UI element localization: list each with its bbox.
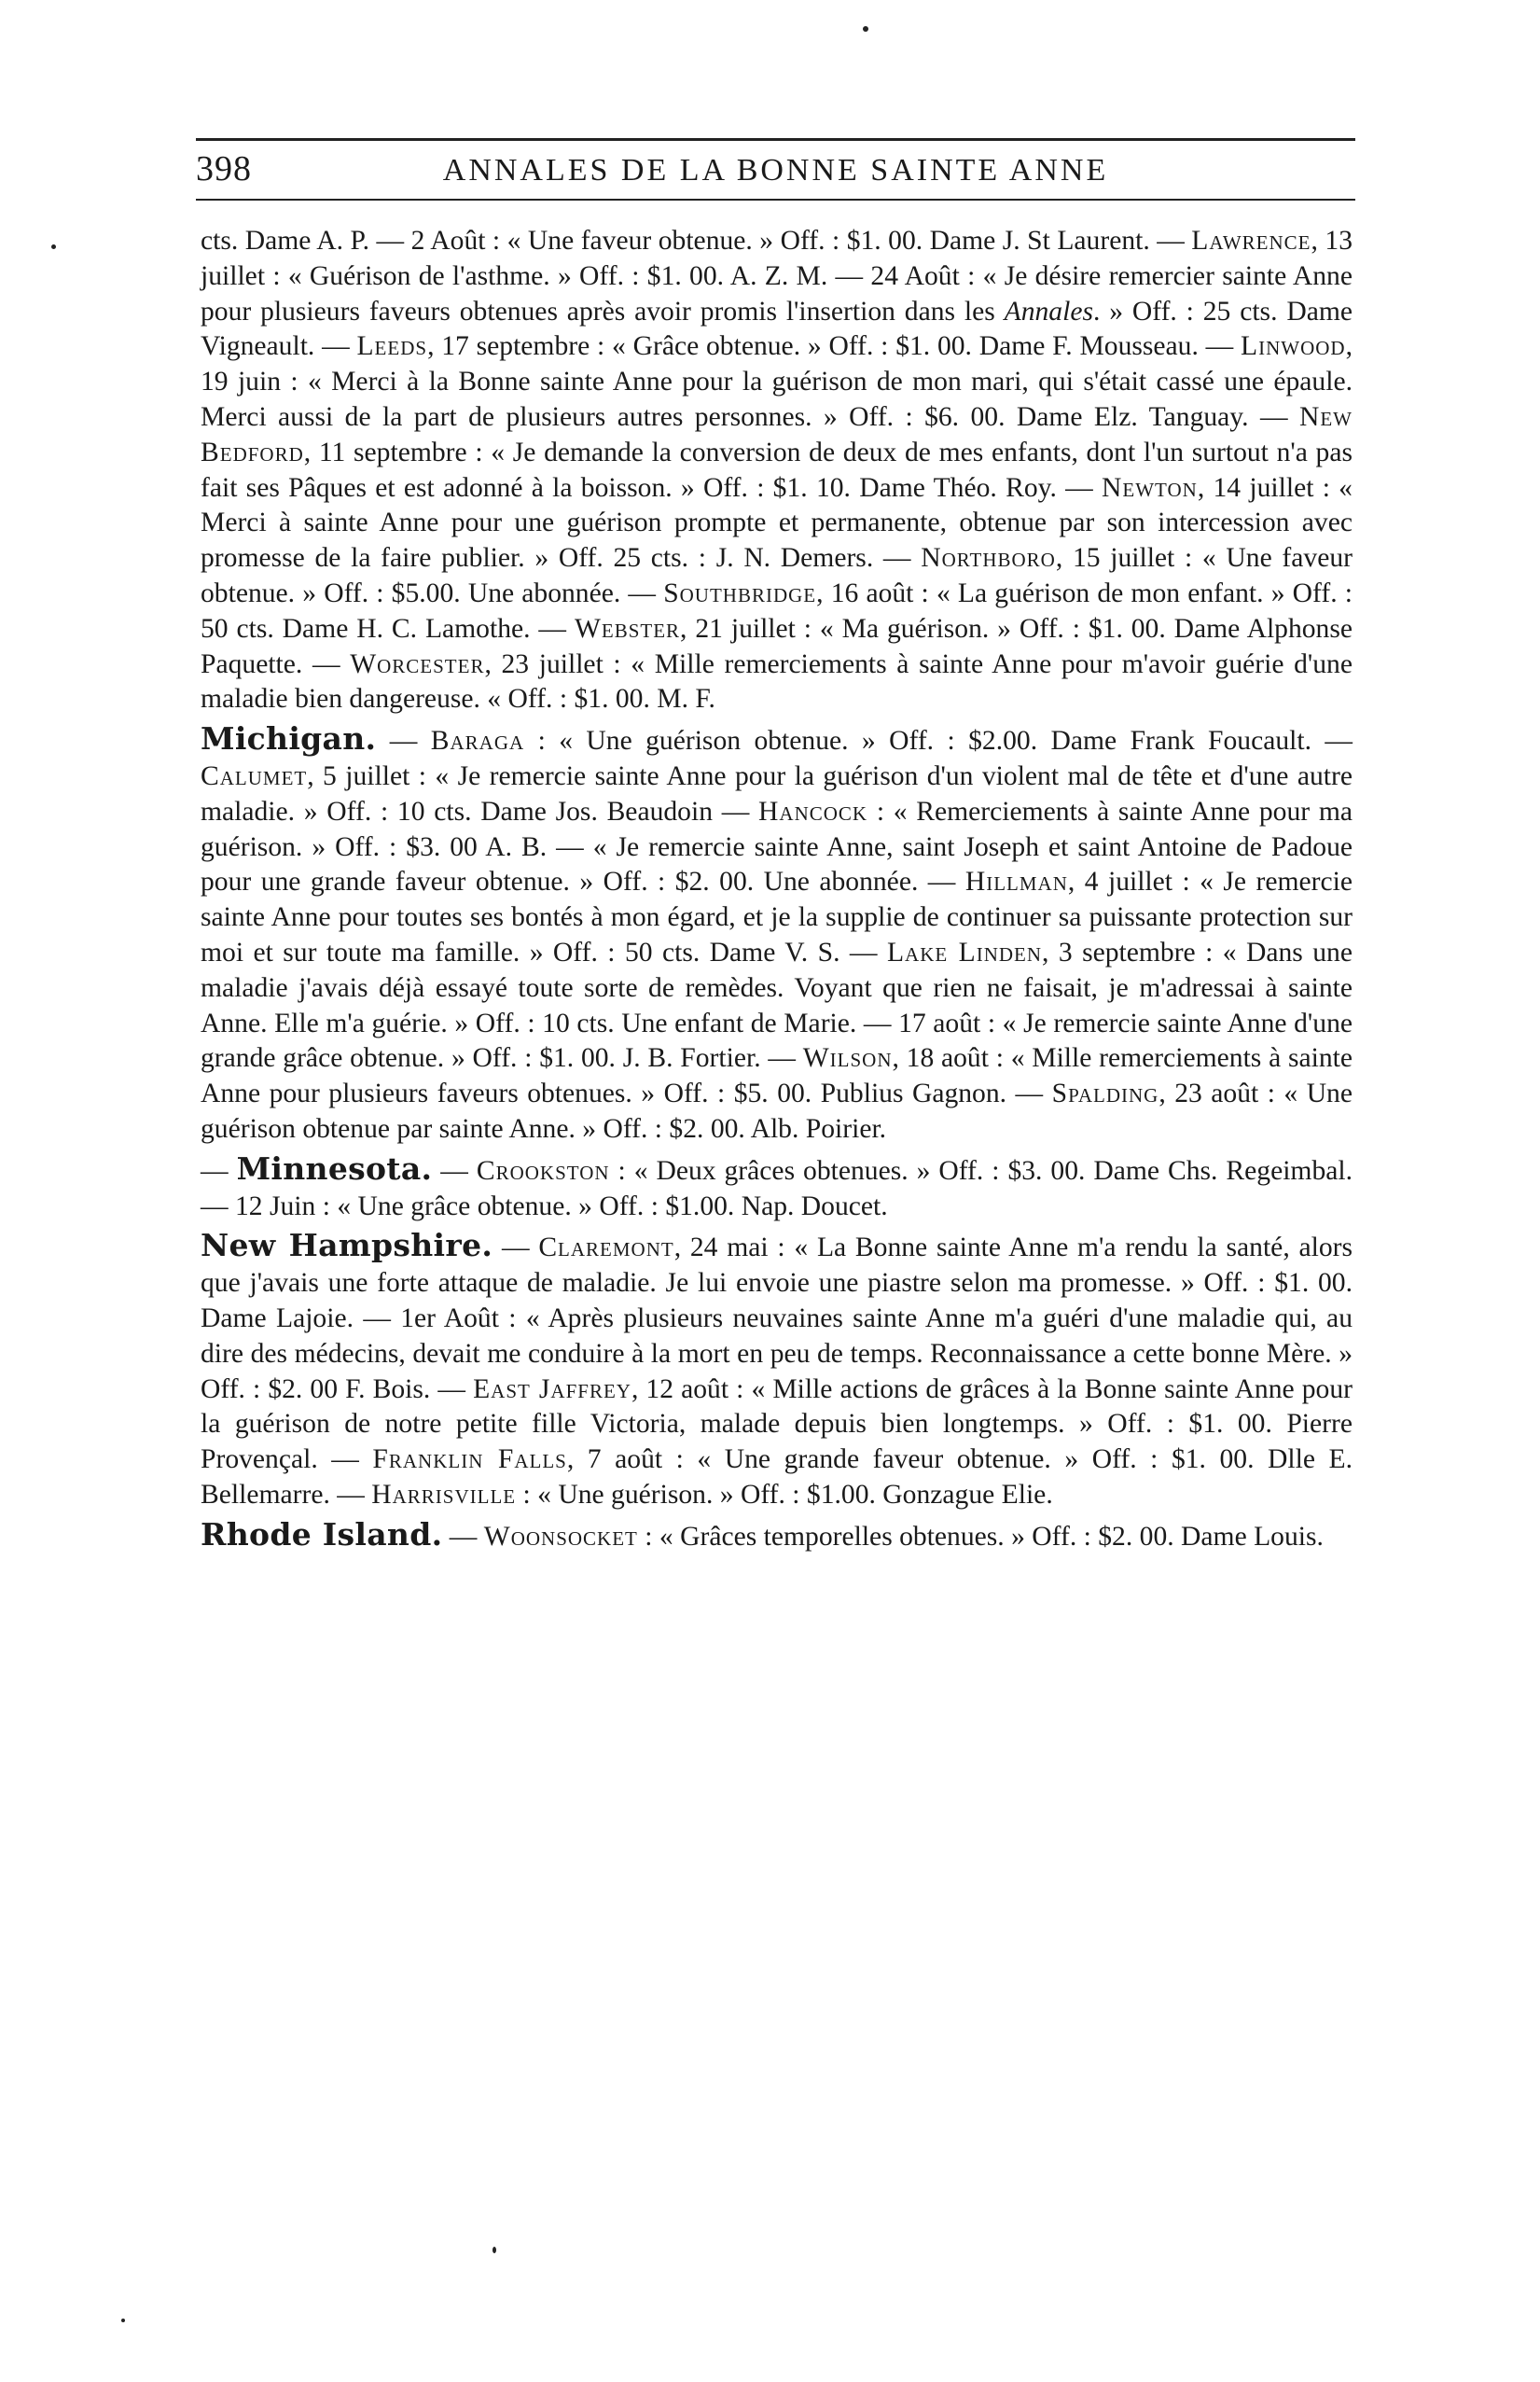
paragraph xyxy=(201,721,1353,1148)
text-run: , 7 août : « Une grande faveur obtenue. » Off. : $1. 00. Dlle E. Bellemarre. — xyxy=(201,1444,1353,1510)
paragraph xyxy=(201,1517,1353,1555)
place-name: Northboro xyxy=(921,543,1056,574)
place-name: Worcester xyxy=(350,648,485,679)
text-run: , 24 mai : « La Bonne sainte Anne m'a rendu la santé, alors que j'avais une forte attaque de maladie. Je lui envoie une piastre selon ma promesse. » Off. : $1. 00. Dame Lajoie. — 1er Août : « Après plusieurs neuvaines sainte Anne m'a guéri d'une maladie qui, au dire des médecins, devait me conduire à la mort en peu de temps. Reconnaissance a cette bonne Mère. » Off. : $2. 00 F. Bois. — xyxy=(201,1233,1353,1404)
text-run: : « Une guérison. » Off. : $1.00. Gonzague Elie. xyxy=(516,1479,1053,1510)
text-run: , 4 juillet : « Je remercie sainte Anne pour toutes ses bontés à mon égard, et je la supplie de continuer sa puissante protection sur moi et sur toute ma famille. » Off. : 50 cts. Dame V. S. — xyxy=(201,867,1353,968)
place-name: Franklin Falls xyxy=(372,1444,567,1475)
body-text xyxy=(201,224,1353,1554)
text-run: , 13 juillet : « Guérison de l'asthme. » Off. : $1. 00. A. Z. M. — 24 Août : « Je désire remercier sainte Anne pour plusieurs faveurs obtenues après avoir promis l'insertion dans les xyxy=(201,226,1353,327)
place-name: Lake Linden xyxy=(886,937,1043,968)
place-name: Southbridge xyxy=(663,578,817,608)
text-run: , 14 juillet : « Merci à sainte Anne pour une guérison prompte et permanente, obtenue par son intercession avec promesse de la faire publier. » Off. 25 cts. : J. N. Demers. — xyxy=(201,472,1353,574)
text-run: : « Deux grâces obtenues. » Off. : $3. 00. Dame Chs. Regeimbal. — 12 Juin : « Une grâce obtenue. » Off. : $1.00. Nap. Doucet. xyxy=(201,1155,1353,1221)
text-run: , 21 juillet : « Ma guérison. » Off. : $1. 00. Dame Alphonse Paquette. — xyxy=(201,613,1353,679)
text-run: , 18 août : « Mille remerciements à sainte Anne pour plusieurs faveurs obtenues. » Off. : $5. 00. Publius Gagnon. — xyxy=(201,1043,1353,1109)
text-run: — xyxy=(432,1155,477,1186)
place-name: Linwood xyxy=(1241,331,1346,362)
state-heading: New Hampshire. xyxy=(201,1227,493,1264)
paragraph xyxy=(201,1151,1353,1225)
place-name: Leeds xyxy=(356,331,428,362)
text-run: , 23 juillet : « Mille remerciements à sainte Anne pour m'avoir guérie d'une maladie bien dangereuse. « Off. : $1. 00. M. F. xyxy=(201,648,1353,715)
italic-title: Annales xyxy=(1004,296,1093,327)
text-run: : « Remerciements à sainte Anne pour ma guérison. » Off. : $3. 00 A. B. — « Je remercie sainte Anne, saint Joseph et saint Antoine de Padoue pour une grande faveur obtenue. » Off. : $2. 00. Une abonnée. — xyxy=(201,796,1353,898)
text-run: , 5 juillet : « Je remercie sainte Anne pour la guérison d'un violent mal de tête et d'une autre maladie. » Off. : 10 cts. Dame Jos. Beaudoin — xyxy=(201,760,1353,827)
place-name: Hillman xyxy=(964,867,1068,898)
place-name: New Bedford xyxy=(201,401,1353,467)
page-number: 398 xyxy=(196,149,252,188)
text-run: , 17 septembre : « Grâce obtenue. » Off. : $1. 00. Dame F. Mousseau. — xyxy=(427,331,1242,362)
page-header xyxy=(196,138,1355,201)
place-name: Crookston xyxy=(476,1155,610,1186)
text-run: — xyxy=(376,726,431,757)
place-name: Webster xyxy=(574,613,681,644)
text-run: , 16 août : « La guérison de mon enfant. » Off. : 50 cts. Dame H. C. Lamothe. — xyxy=(201,578,1353,644)
paragraph xyxy=(201,1228,1353,1512)
state-heading: Michigan. xyxy=(201,720,377,758)
running-title: ANNALES DE LA BONNE SAINTE ANNE xyxy=(442,153,1109,188)
place-name: Baraga xyxy=(430,726,525,757)
ink-speck xyxy=(863,26,868,32)
place-name: Lawrence xyxy=(1191,226,1311,256)
ink-speck xyxy=(493,2247,496,2253)
state-heading: Rhode Island. xyxy=(201,1515,443,1553)
text-run: — xyxy=(493,1233,539,1263)
text-run: , 12 août : « Mille actions de grâces à la Bonne sainte Anne pour la guérison de notre petite fille Victoria, malade depuis bien longtemps. » Off. : $1. 00. Pierre Provençal. — xyxy=(201,1373,1353,1475)
place-name: Wilson xyxy=(802,1043,893,1074)
place-name: Newton xyxy=(1102,472,1198,503)
text-run: cts. Dame A. P. — 2 Août : « Une faveur obtenue. » Off. : $1. 00. Dame J. St Laurent. — xyxy=(201,226,1192,256)
text-run: : « Grâces temporelles obtenues. » Off. : $2. 00. Dame Louis. xyxy=(637,1521,1324,1552)
place-name: Harrisville xyxy=(371,1479,517,1510)
ink-speck xyxy=(121,2319,125,2322)
place-name: Woonsocket xyxy=(483,1521,638,1552)
place-name: East Jaffrey xyxy=(473,1373,631,1404)
text-run: , 11 septembre : « Je demande la conversion de deux de mes enfants, dont l'un surtout n'a pas fait ses Pâques et est adonné à la boisson. » Off. : $1. 10. Dame Théo. Roy. — xyxy=(201,437,1353,503)
text-run: , 23 août : « Une guérison obtenue par sainte Anne. » Off. : $2. 00. Alb. Poirier. xyxy=(201,1079,1353,1144)
text-run: , 19 juin : « Merci à la Bonne sainte Anne pour la guérison de mon mari, qui s'était cassé une épaule. Merci aussi de la part de plusieurs autres personnes. » Off. : $6. 00. Dame Elz. Tanguay. — xyxy=(201,331,1353,432)
text-run: . » Off. : 25 cts. Dame Vigneault. — xyxy=(201,296,1353,362)
state-heading: Minnesota. xyxy=(236,1149,433,1187)
text-run: , 3 septembre : « Dans une maladie j'avais déjà essayé toute sorte de remèdes. Voyant que rien ne faisait, je m'adressai à sainte Anne. Elle m'a guérie. » Off. : 10 cts. Une enfant de Marie. — 17 août : « Je remercie sainte Anne d'une grande grâce obtenue. » Off. : $1. 00. J. B. Fortier. — xyxy=(201,937,1353,1074)
text-run: — xyxy=(201,1155,237,1186)
text-run: : « Une guérison obtenue. » Off. : $2.00. Dame Frank Foucault. — xyxy=(524,726,1353,757)
place-name: Claremont xyxy=(538,1233,674,1263)
place-name: Spalding xyxy=(1051,1079,1159,1109)
place-name: Hancock xyxy=(758,796,868,827)
place-name: Calumet xyxy=(201,760,308,791)
ink-speck xyxy=(51,244,56,249)
paragraph xyxy=(201,224,1353,717)
text-run: — xyxy=(442,1521,484,1552)
text-run: , 15 juillet : « Une faveur obtenue. » Off. : $5.00. Une abonnée. — xyxy=(201,543,1353,608)
